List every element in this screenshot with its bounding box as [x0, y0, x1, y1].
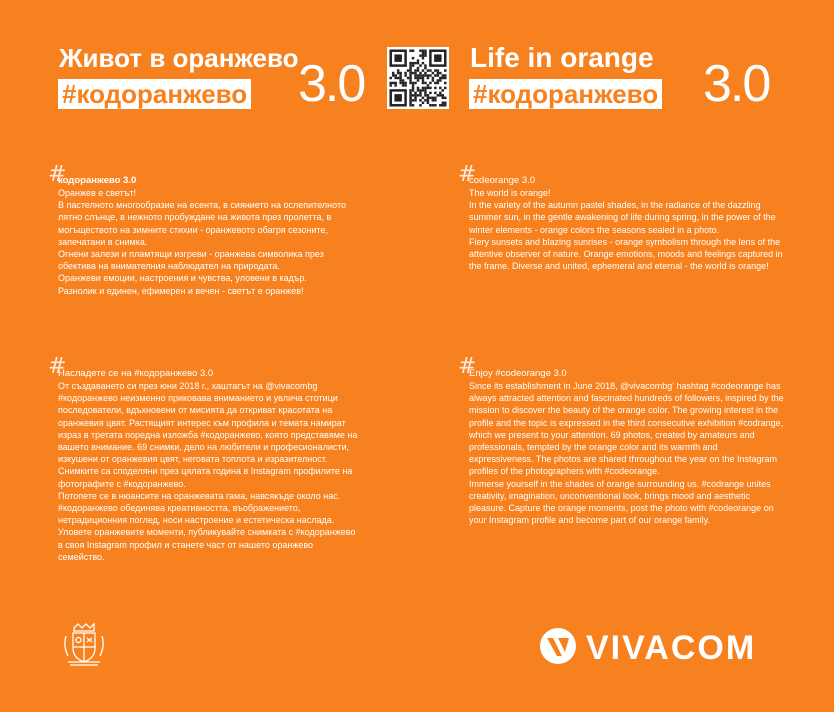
- en-intro-section: [469, 175, 784, 272]
- en-hashtag: #кодоранжево: [469, 79, 662, 109]
- bg-version: 3.0: [298, 55, 365, 113]
- en-version: 3.0: [703, 55, 770, 113]
- vivacom-mark-icon: [538, 626, 578, 666]
- bg-title: Живот в оранжево: [59, 43, 299, 73]
- bg-enjoy-body: [58, 380, 358, 563]
- hash-icon: #: [48, 162, 67, 187]
- paragraph: The world is orange!: [469, 188, 551, 198]
- crest-icon: [60, 622, 108, 668]
- en-enjoy-section: [469, 368, 784, 526]
- paragraph: От създаването си през юни 2018 г., хаштагът на @vivacombg #кодоранжево неизменно приковава вниманието и увлича стотици последователи, вдъхновени от мисията да откриват красотата на оранжевия цвят. Растящият интерес към профила и темата намират израз в третата поредна изложба #кодоранжево, която представяме на вашето внимание. 69 снимки, дело на любители и професионалисти, изкушени от оранжевия цвят, неговата топлота и изразителност. Снимките са споделяни през цялата година в Instagram профилите на фотографите с #кодоранжево.: [58, 381, 358, 489]
- paragraph: Since its establishment in June 2018, @vivacombg' hashtag #codeorange has always attracted attention and fascinated hundreds of followers, inspired by the mission to discover the beauty of the orange color. The growing interest in the profile and the topic is expressed in the third consecutive exhibition #codrange, which we present to your attention. 69 photos, created by amateurs and professionals, tempted by the orange color and its warmth and expressiveness. The photos are shared throughout the year on the Instagram profiles of the photographers with #codeorange.: [469, 381, 784, 477]
- vivacom-logo-text: VIVACOM: [586, 629, 757, 667]
- paragraph: В пастелното многообразие на есента, в сиянието на ослепителното лятно слънце, в нежното пробуждане на живота през пролетта, в могъществото на зимните стихии - оранжевото обагря сезоните, запечатани в снимка.: [58, 200, 346, 247]
- bg-enjoy-title: Насладете се на #кодоранжево 3.0: [58, 368, 214, 379]
- paragraph: Разнолик и единен, ефимерен и вечен - светът е оранжев!: [58, 285, 304, 296]
- paragraph: In the variety of the autumn pastel shades, in the radiance of the dazzling summer sun, in the gentle awakening of life during spring, in the power of the winter elements - orange colors the seasons sealed in a photo.: [469, 200, 776, 235]
- bg-intro-title: кодоранжево 3.0: [58, 175, 137, 186]
- hash-icon: #: [458, 162, 477, 187]
- paragraph: Потопете се в нюансите на оранжевата гама, навсякъде около нас. #кодоранжево обединява креативността, въображението, нетрадиционния поглед, носи настроение и естетическа наслада. Уловете оранжевите моменти, публикувайте снимката с #кодоранжево в своя Instagram профил и станете част от нашето оранжево семейство.: [58, 490, 356, 562]
- bg-enjoy-section: [58, 368, 358, 563]
- en-enjoy-body: [469, 380, 784, 526]
- qr-code-icon: [387, 47, 449, 109]
- paragraph: Оранжев е светът!: [58, 188, 137, 198]
- en-intro-body: [469, 187, 784, 272]
- paragraph: Fiery sunsets and blazing sunrises - orange symbolism through the lens of the attentive observer of nature. Orange emotions, moods and feelings captured in the frame. Diverse and united, ephemeral and eternal - the world is orange!: [469, 236, 783, 272]
- paragraph: Immerse yourself in the shades of orange surrounding us. #codrange unites creativity, imagination, unconventional look, brings mood and aesthetic pleasure. Capture the orange moments, post the photo with #codeorange on your Instagram profile and become part of our orange family.: [469, 478, 774, 526]
- paragraph: Оранжеви емоции, настроения и чувства, уловени в кадър.: [58, 273, 307, 284]
- paragraph: Огнени залези и пламтящи изгреви - оранжева символика през обектива на внимателния наблюдател на природата.: [58, 249, 324, 272]
- en-intro-title: codeorange 3.0: [469, 175, 536, 186]
- hash-icon: #: [48, 354, 67, 379]
- bg-hashtag: #кодоранжево: [58, 79, 251, 109]
- bg-intro-body: [58, 187, 352, 297]
- en-title: Life in orange: [470, 42, 654, 73]
- bg-intro-section: [58, 175, 352, 297]
- en-enjoy-title: Enjoy #codeorange 3.0: [469, 368, 567, 379]
- hash-icon: #: [458, 354, 477, 379]
